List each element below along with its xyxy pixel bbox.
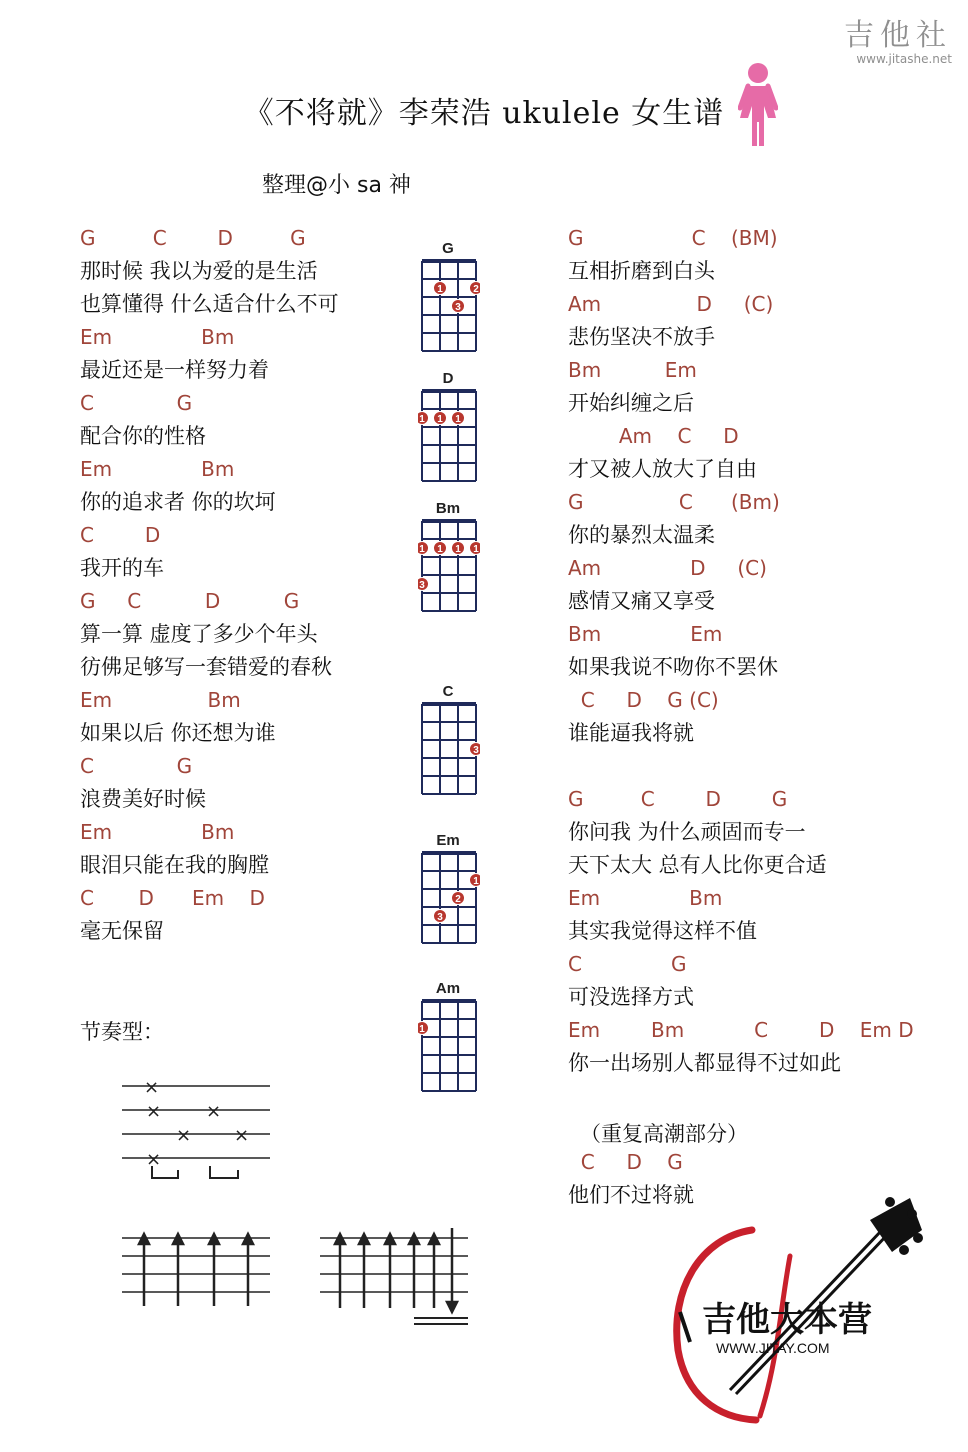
chord-diagram-am [418,980,480,1097]
lyric-line: 那时候 我以为爱的是生活 [80,259,318,283]
finger-number: 1 [455,544,461,555]
chord-line: Em Bm C D Em D [568,1018,914,1042]
spacer [568,1080,948,1113]
chord-line: Em Bm [80,325,235,349]
lyric-line: 他们不过将就 [568,1183,694,1207]
fretboard-grid [418,517,480,613]
lyric-line: 开始纠缠之后 [568,391,694,415]
chord-line: Em Bm [568,886,723,910]
chord-line: C G [80,391,193,415]
finger-number: 2 [473,284,479,295]
finger-number: 1 [437,544,443,555]
rhythm-pattern-diagram [118,1074,278,1186]
chord-line: G C D G [80,226,306,250]
chord-line: C D G (C) [568,688,719,712]
lyric-line: 配合你的性格 [80,424,206,448]
chord-line: Am C D [568,424,739,448]
lyric-line: 你问我 为什么顽固而专一 [568,820,806,844]
lyric-line: 天下太大 总有人比你更合适 [568,853,827,877]
watermark [844,10,952,66]
chord-diagram-c [418,683,480,800]
chord-diagram-name: Bm [435,500,461,517]
right-column [568,222,948,1212]
lyric-line: 可没选择方式 [568,985,694,1009]
rhythm-label: 节奏型： [80,1020,164,1044]
chord-diagram-em [418,832,480,949]
chord-diagram-bm [418,500,480,617]
chord-line: C G [568,952,687,976]
fretboard-grid [418,849,480,945]
svg-text:×: × [144,1077,160,1098]
strum-pattern-2 [318,1222,473,1332]
spacer [568,750,948,783]
lyric-line: 悲伤坚决不放手 [568,325,715,349]
female-icon [738,62,778,148]
lyric-line: 毫无保留 [80,919,164,943]
chord-line: G C D G [80,589,300,613]
logo-url: WWW.JITAY.COM [716,1340,830,1356]
chord-line: C D G [568,1150,683,1174]
svg-text:×: × [176,1125,192,1146]
lyric-line: 谁能逼我将就 [568,721,694,745]
lyric-line: 浪费美好时候 [80,787,206,811]
chord-line: C D Em D [80,886,265,910]
chord-line: Bm Em [568,622,723,646]
svg-text:×: × [146,1149,162,1170]
strum-pattern-1 [120,1228,275,1310]
chord-diagram-name: D [442,370,454,387]
lyric-line: 其实我觉得这样不值 [568,919,757,943]
song-title: 《不将就》李荣浩 ukulele 女生谱 [243,96,725,131]
chord-diagram-name: Am [435,980,461,997]
chord-diagram-d [418,370,480,487]
chord-line: Em Bm [80,457,235,481]
lyric-line: 我开的车 [80,556,164,580]
lyric-line: 也算懂得 什么适合什么不可 [80,292,339,316]
finger-number: 1 [437,284,443,295]
lyric-line: 你一出场别人都显得不过如此 [568,1051,841,1075]
chord-line: G C (BM) [568,226,778,250]
chord-diagram-name: C [442,683,454,700]
lyric-line: 你的追求者 你的坎坷 [80,490,276,514]
logo-text: 吉他大本营 [702,1300,872,1340]
watermark-logo: 吉他社 [844,18,952,53]
finger-number: 1 [419,544,425,555]
finger-number: 1 [419,1024,425,1035]
chord-diagram-g [418,240,480,357]
chord-line: Am D (C) [568,292,774,316]
lyric-line: 彷佛足够写一套错爱的春秋 [80,655,332,679]
lyric-line: 感情又痛又享受 [568,589,715,613]
chord-line: G C (Bm) [568,490,780,514]
lyric-line: 互相折磨到白头 [568,259,715,283]
chord-diagram-name: Em [436,832,460,849]
chord-line: Em Bm [80,820,235,844]
arranger-credit: 整理@小 sa 神 [262,173,411,198]
finger-number: 3 [419,580,425,591]
chord-line: Bm Em [568,358,697,382]
finger-number: 3 [455,302,461,313]
finger-number: 3 [437,912,443,923]
chord-line: C D [80,523,161,547]
fretboard-grid [418,387,480,483]
chord-line: Am D (C) [568,556,767,580]
chord-line: Em Bm [80,688,241,712]
svg-text:×: × [146,1101,162,1122]
watermark-url: www.jitashe.net [856,52,952,66]
lyric-line: 才又被人放大了自由 [568,457,757,481]
lyric-line: 最近还是一样努力着 [80,358,269,382]
fretboard-grid [418,997,480,1093]
finger-number: 3 [473,745,479,756]
finger-number: 1 [473,876,479,887]
lyric-line: 算一算 虚度了多少个年头 [80,622,318,646]
finger-number: 1 [419,414,425,425]
chord-line: G C D G [568,787,788,811]
chord-line: C G [80,754,193,778]
finger-number: 1 [437,414,443,425]
finger-number: 1 [455,414,461,425]
repeat-note: （重复高潮部分） [580,1122,748,1146]
lyric-line: 眼泪只能在我的胸膛 [80,853,269,877]
svg-text:×: × [234,1125,250,1146]
lyric-line: 如果我说不吻你不罢休 [568,655,778,679]
lyric-line: 你的暴烈太温柔 [568,523,715,547]
left-column [80,222,420,948]
finger-number: 1 [473,544,479,555]
lyric-line: 如果以后 你还想为谁 [80,721,276,745]
fretboard-grid [418,700,480,796]
chord-diagram-name: G [442,240,454,257]
fretboard-grid [418,257,480,353]
svg-text:×: × [206,1101,222,1122]
finger-number: 2 [455,894,461,905]
